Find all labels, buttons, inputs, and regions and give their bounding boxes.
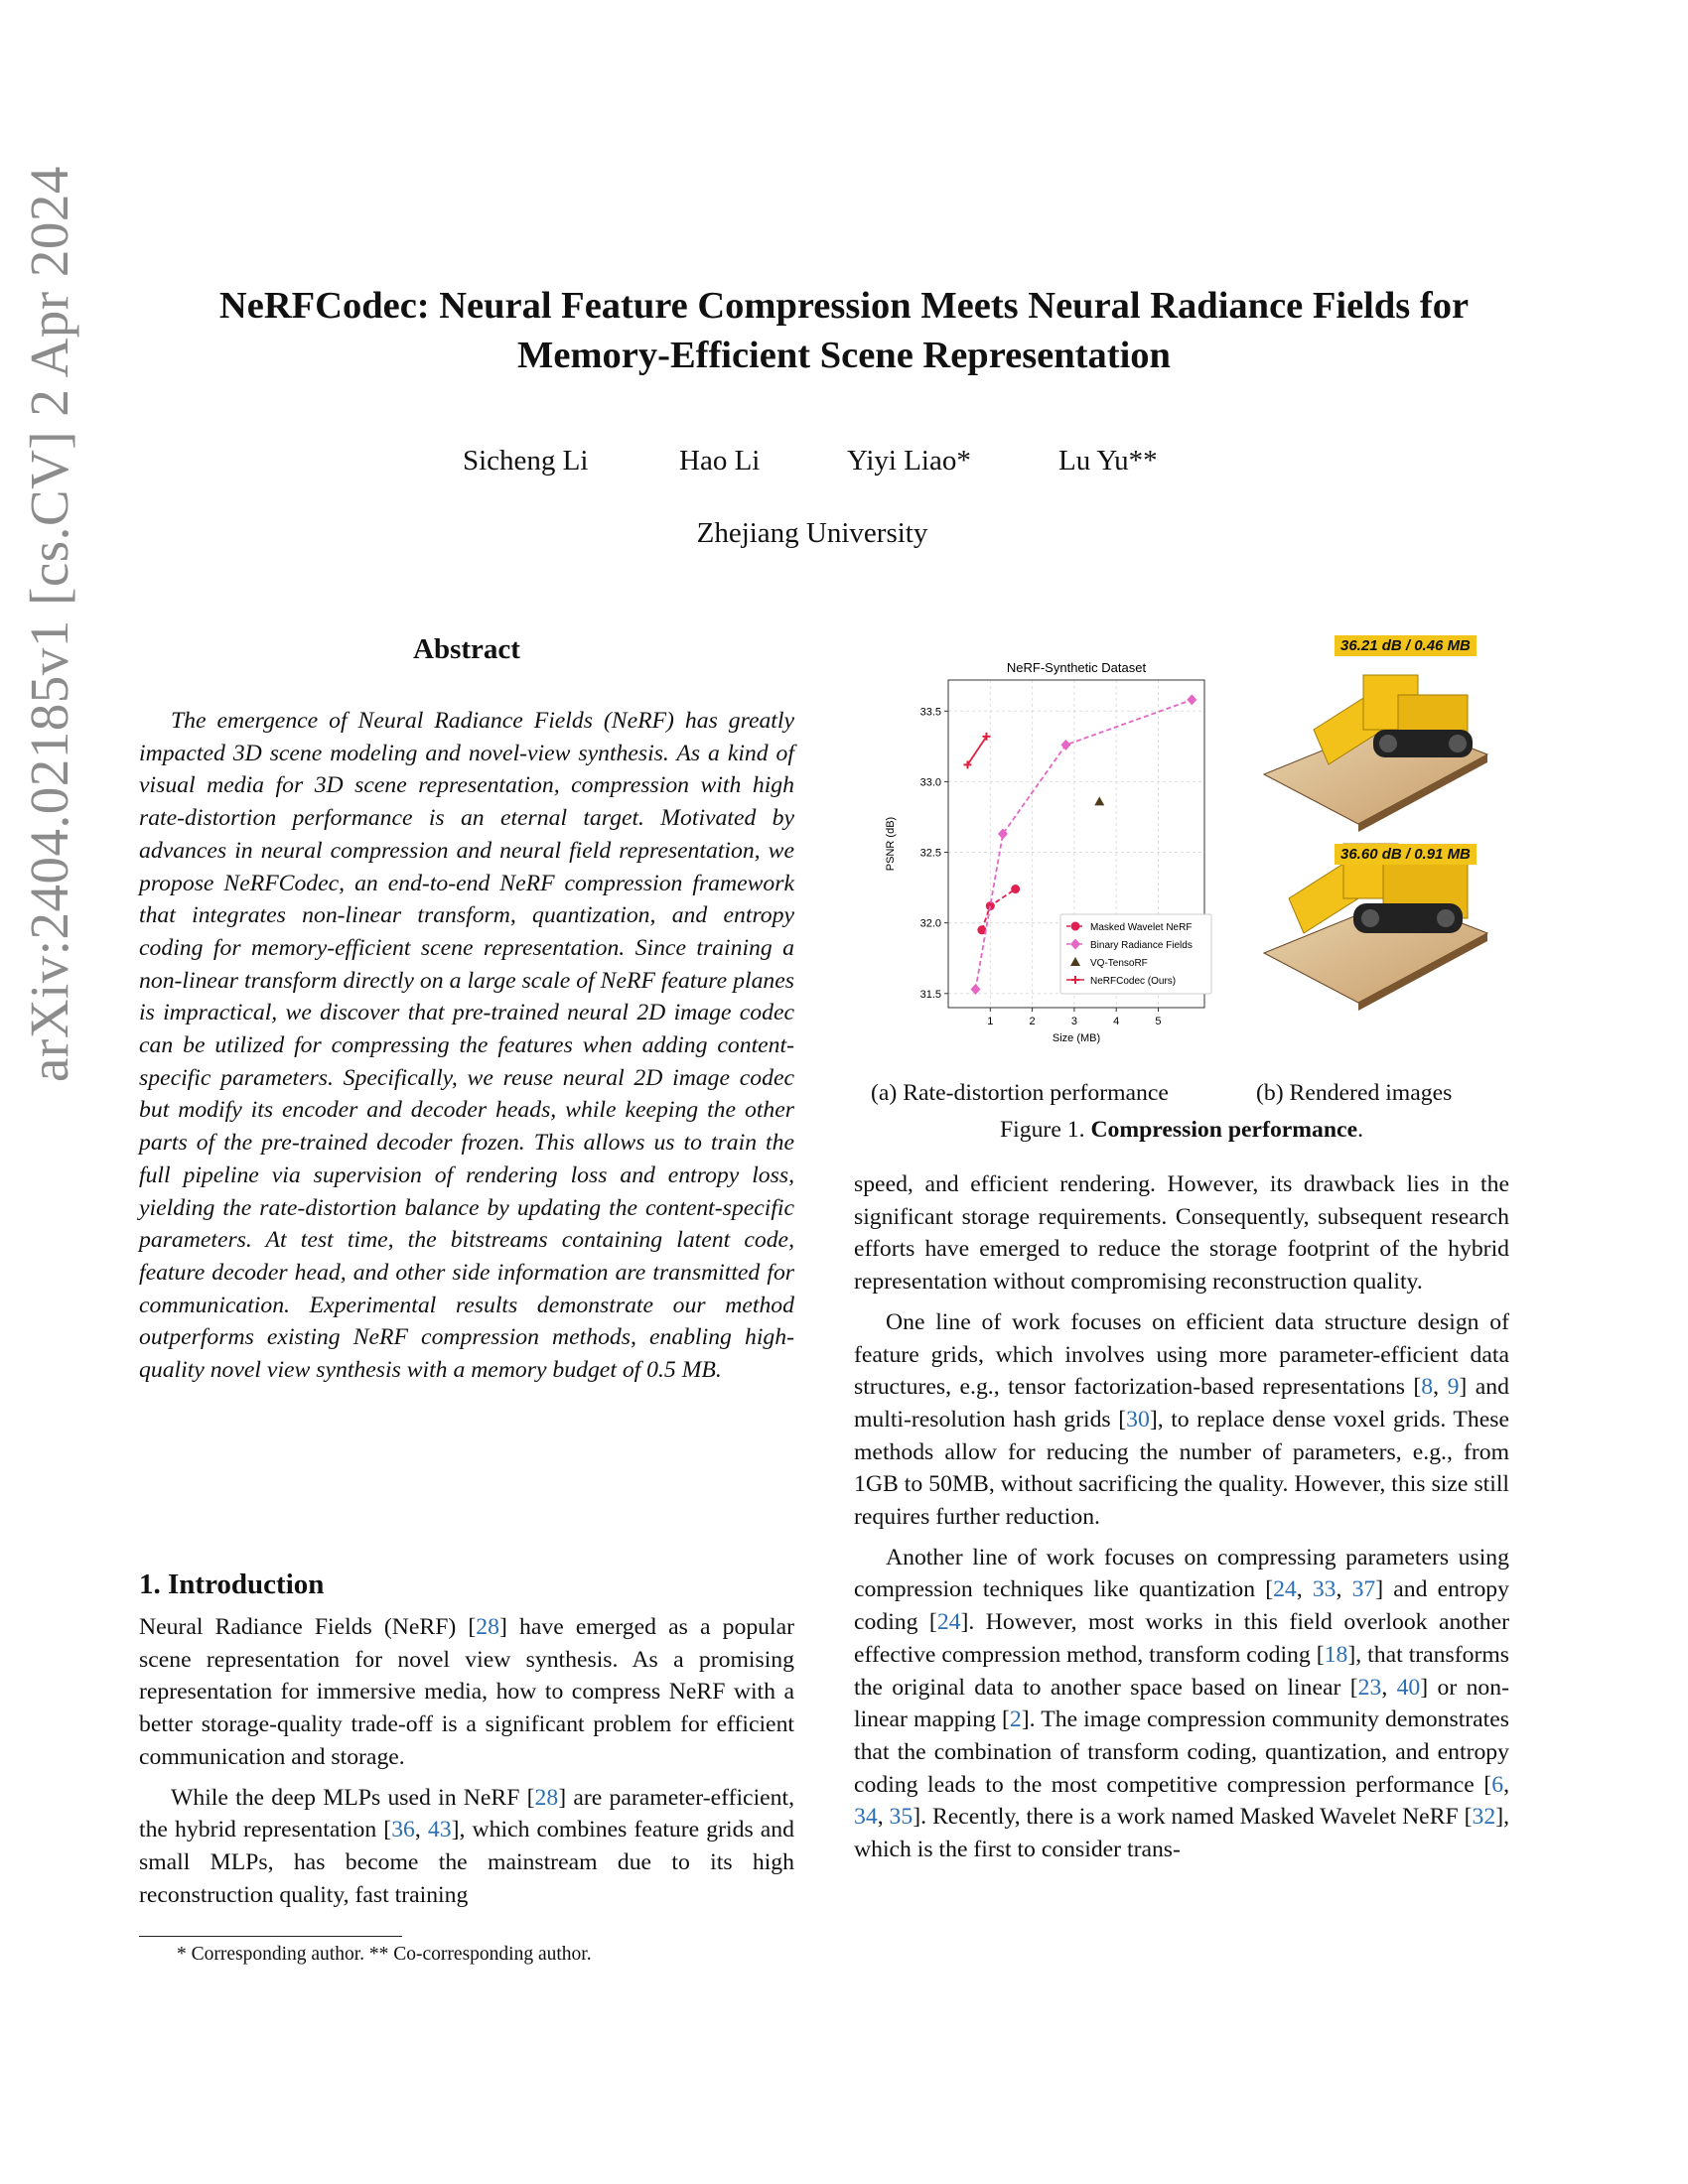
- x-tick-label: 4: [1113, 1016, 1120, 1027]
- citation-link[interactable]: 18: [1324, 1641, 1348, 1668]
- legend-label-binary-radiance-fields: Binary Radiance Fields: [1090, 940, 1193, 951]
- section-heading-introduction: 1. Introduction: [139, 1569, 325, 1600]
- affiliation: Zhejiang University: [696, 517, 928, 549]
- right-paragraph-3: Another line of work focuses on compressing parameters using compression techniques like quantization [24, 33, 37] and entropy coding [24]. However, most works in this field overlook another effective compression method, transform coding [18], that transforms the original data to another space based on linear [23, 40] or non-linear mapping [2]. The image compression community demonstrates that the combination of transform coding, quantization, and entropy coding leads to the most competitive compression performance [6, 34, 35]. Recently, there is a work named Masked Wavelet NeRF [32], which is the first to consider trans-: [854, 1544, 1510, 1863]
- intro-paragraph-2: While the deep MLPs used in NeRF [28] are parameter-efficient, the hybrid representation [36, 43], which combines feature grids and small MLPs, has become the mainstream due to its high reconstruction quality, fast training: [139, 1784, 795, 1908]
- data-point-binary-radiance-fields: [1060, 740, 1070, 751]
- x-axis-label: Size (MB): [1052, 1032, 1101, 1044]
- author-4: Lu Yu**: [1058, 445, 1158, 477]
- citation-link[interactable]: 40: [1396, 1674, 1421, 1701]
- x-tick-label: 1: [987, 1016, 994, 1027]
- data-point-binary-radiance-fields: [1187, 694, 1196, 705]
- abstract-heading: Abstract: [413, 633, 520, 665]
- lego-bulldozer-bottom-icon: [1264, 844, 1487, 1011]
- arxiv-stamp: arXiv:2404.02185v1 [cs.CV] 2 Apr 2024: [19, 166, 79, 1082]
- right-paragraph-1: speed, and efficient rendering. However, its drawback lies in the significant storage requirements. Consequently, subsequent research efforts have emerged to reduce the storage footprint of the hybrid representation without compromising reconstruction quality.: [854, 1171, 1509, 1296]
- x-tick-label: 5: [1155, 1016, 1162, 1027]
- citation-link[interactable]: 23: [1357, 1674, 1382, 1701]
- title-line-2: Memory-Efficient Scene Representation: [517, 335, 1171, 376]
- render-top-label: 36.21 dB / 0.46 MB: [1335, 635, 1477, 656]
- y-tick-label: 33.5: [919, 706, 941, 719]
- y-tick-label: 32.5: [919, 847, 941, 860]
- data-point-vq-tensorf: [1094, 796, 1104, 805]
- footnote: * Corresponding author. ** Co-corresponding author.: [177, 1944, 592, 1965]
- citation-link[interactable]: 32: [1472, 1804, 1496, 1831]
- citation-link[interactable]: 34: [854, 1804, 878, 1831]
- legend-label-vq-tensorf: VQ-TensoRF: [1090, 958, 1148, 969]
- author-3: Yiyi Liao*: [847, 445, 971, 477]
- abstract-body: The emergence of Neural Radiance Fields (NeRF) has greatly impacted 3D scene modeling and novel-view synthesis. As a kind of visual media for 3D scene representation, compression with high rate-distortion performance is an eternal target. Motivated by advances in neural compression and neural field representation, we propose NeRFCodec, an end-to-end NeRF compression framework that integrates non-linear transform, quantization, and entropy coding for memory-efficient scene representation. Since training a non-linear transform directly on a large scale of NeRF feature planes is impractical, we discover that pre-trained neural 2D image codec can be utilized for compressing the features when adding content-specific parameters. Specifically, we reuse neural 2D image codec but modify its encoder and decoder heads, while keeping the other parts of the pre-trained decoder frozen. This allows us to train the full pipeline via supervision of rendering loss and entropy loss, yielding the rate-distortion balance by updating the content-specific parameters. At test time, the bitstreams containing latent code, feature decoder head, and other side information are transmitted for communication. Experimental results demonstrate our method outperforms existing NeRF compression methods, enabling high-quality novel view synthesis with a memory budget of 0.5 MB.: [139, 708, 794, 1384]
- data-point-masked-wavelet-nerf: [1011, 885, 1020, 893]
- intro-right-column: [854, 1168, 1509, 1866]
- right-paragraph-2: One line of work focuses on efficient data structure design of feature grids, which involves using more parameter-efficient data structures, e.g., tensor factorization-based representations [8, 9] and multi-resolution hash grids [30], to replace dense voxel grids. These methods allow for reducing the number of parameters, e.g., from 1GB to 50MB, without sacrificing the quality. However, this size still requires further reduction.: [854, 1308, 1509, 1531]
- legend-label-masked-wavelet-nerf: Masked Wavelet NeRF: [1090, 922, 1193, 933]
- subcaption-b: (b) Rendered images: [1256, 1080, 1453, 1106]
- x-tick-label: 3: [1070, 1016, 1077, 1027]
- series-line-nerfcodec-ours: [967, 737, 986, 764]
- legend-marker-masked-wavelet-nerf: [1071, 922, 1080, 931]
- y-axis-label: PSNR (dB): [885, 816, 897, 872]
- author-2: Hao Li: [679, 445, 761, 477]
- citation-link[interactable]: 28: [534, 1784, 559, 1811]
- citation-link[interactable]: 35: [889, 1804, 914, 1831]
- citation-link[interactable]: 28: [476, 1614, 499, 1640]
- abstract-text: [139, 705, 794, 1387]
- citation-link[interactable]: 33: [1312, 1576, 1336, 1603]
- rd-chart: [854, 650, 1221, 1067]
- citation-link[interactable]: 9: [1447, 1374, 1460, 1401]
- subcaption-a: (a) Rate-distortion performance: [871, 1080, 1169, 1106]
- title-line-1: NeRFCodec: Neural Feature Compression Meets Neural Radiance Fields for: [218, 285, 1470, 327]
- citation-link[interactable]: 37: [1351, 1576, 1376, 1603]
- citation-link[interactable]: 2: [1009, 1706, 1022, 1733]
- x-tick-label: 2: [1029, 1016, 1036, 1027]
- intro-left-column: [139, 1611, 794, 1911]
- citation-link[interactable]: 30: [1126, 1406, 1150, 1433]
- citation-link[interactable]: 24: [936, 1609, 961, 1636]
- y-tick-label: 31.5: [919, 988, 941, 1001]
- y-tick-label: 33.0: [919, 776, 941, 789]
- intro-paragraph-1: Neural Radiance Fields (NeRF) [28] have emerged as a popular scene representation for novel view synthesis. As a promising representation for immersive media, how to compress NeRF with a better storage-quality trade-off is a significant problem for efficient communication and storage.: [139, 1614, 794, 1770]
- citation-link[interactable]: 43: [427, 1817, 452, 1843]
- citation-link[interactable]: 6: [1491, 1771, 1504, 1798]
- paper-title: [99, 281, 1589, 380]
- chart-title: NeRF-Synthetic Dataset: [1006, 660, 1147, 675]
- figure-caption: Figure 1. Compression performance.: [999, 1117, 1364, 1143]
- footnote-rule: [139, 1936, 402, 1937]
- citation-link[interactable]: 24: [1273, 1576, 1297, 1603]
- y-tick-label: 32.0: [919, 917, 941, 930]
- legend-label-nerfcodec-ours: NeRFCodec (Ours): [1090, 976, 1177, 987]
- render-bottom-label: 36.60 dB / 0.91 MB: [1335, 844, 1477, 865]
- rd-chart-svg: [854, 650, 1221, 1067]
- citation-link[interactable]: 8: [1421, 1374, 1434, 1401]
- render-bottom-image: [1259, 794, 1497, 1032]
- citation-link[interactable]: 36: [391, 1817, 415, 1843]
- author-1: Sicheng Li: [463, 445, 589, 477]
